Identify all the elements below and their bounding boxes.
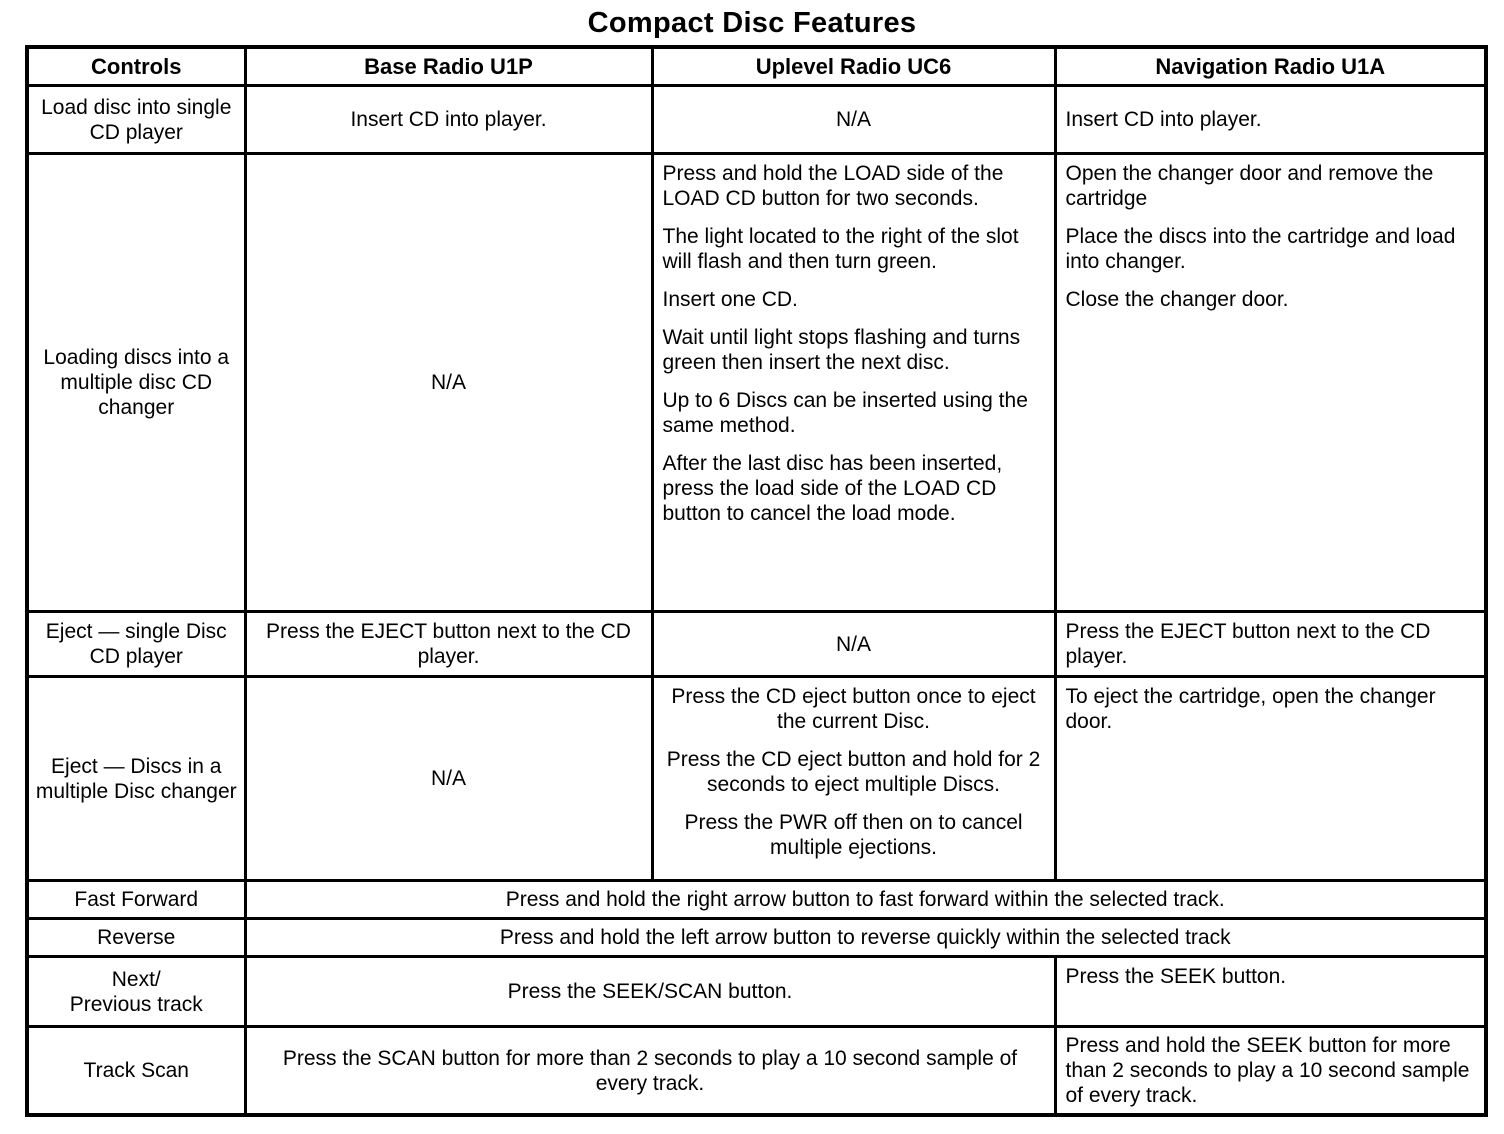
cell-load-single-uplevel: N/A — [652, 86, 1055, 154]
instruction-paragraph: Wait until light stops flashing and turns green then insert the next disc. — [662, 326, 1021, 374]
cell-eject-single-nav: Press the EJECT button next to the CD player. — [1055, 612, 1486, 677]
table-row-eject-multiple — [27, 677, 1486, 881]
cell-next-previous-base-uplevel: Press the SEEK/SCAN button. — [245, 957, 1055, 1027]
column-header-controls: Controls — [27, 47, 245, 86]
cell-eject-single-uplevel: N/A — [652, 612, 1055, 677]
instruction-paragraph: The light located to the right of the slot will flash and then turn green. — [662, 225, 1019, 273]
cell-reverse-all-radios: Press and hold the left arrow button to reverse quickly within the selected track — [245, 919, 1486, 957]
instruction-paragraph: Press the CD eject button and hold for 2 seconds to eject multiple Discs. — [666, 748, 1041, 796]
cell-next-previous-nav: Press the SEEK button. — [1055, 957, 1486, 1027]
table-row-load-single — [27, 86, 1486, 154]
cell-eject-single-control: Eject — single Disc CD player — [27, 612, 245, 677]
cell-fast-forward-control: Fast Forward — [27, 881, 245, 919]
instruction-paragraph: Press and hold the LOAD side of the LOAD CD button for two seconds. — [662, 162, 1004, 210]
cell-load-single-nav: Insert CD into player. — [1055, 86, 1486, 154]
cell-track-scan-control: Track Scan — [27, 1027, 245, 1116]
cell-load-multiple-nav — [1055, 154, 1486, 612]
table-row-eject-single — [27, 612, 1486, 677]
cell-eject-multiple-base: N/A — [245, 677, 652, 881]
column-header-uplevel-radio: Uplevel Radio UC6 — [652, 47, 1055, 86]
cell-reverse-control: Reverse — [27, 919, 245, 957]
table-row-fast-forward — [27, 881, 1486, 919]
control-label-line: Next/ — [111, 967, 161, 991]
cell-next-previous-control — [27, 957, 245, 1027]
table-row-next-previous-track — [27, 957, 1486, 1027]
cell-load-multiple-base: N/A — [245, 154, 652, 612]
cell-fast-forward-all-radios: Press and hold the right arrow button to fast forward within the selected track. — [245, 881, 1486, 919]
header-row — [27, 47, 1486, 86]
cell-load-single-control: Load disc into single CD player — [27, 86, 245, 154]
instruction-paragraph: Place the discs into the cartridge and load into changer. — [1065, 225, 1456, 273]
instruction-paragraph: Open the changer door and remove the cartridge — [1065, 162, 1434, 210]
instruction-paragraph: Press the CD eject button once to eject the current Disc. — [671, 685, 1036, 733]
cell-load-multiple-control: Loading discs into a multiple disc CD changer — [27, 154, 245, 612]
control-label-line: Previous track — [69, 992, 203, 1016]
column-header-navigation-radio: Navigation Radio U1A — [1055, 47, 1486, 86]
column-header-base-radio: Base Radio U1P — [245, 47, 652, 86]
cell-eject-single-base: Press the EJECT button next to the CD player. — [245, 612, 652, 677]
cd-features-table — [25, 45, 1488, 1117]
cell-load-single-base: Insert CD into player. — [245, 86, 652, 154]
instruction-paragraph: Close the changer door. — [1065, 288, 1289, 311]
table-row-reverse — [27, 919, 1486, 957]
instruction-paragraph: Up to 6 Discs can be inserted using the same method. — [662, 389, 1028, 437]
instruction-paragraph: Press the PWR off then on to cancel multiple ejections. — [684, 811, 1023, 859]
instruction-paragraph: Insert one CD. — [662, 288, 798, 311]
table-row-load-multiple — [27, 154, 1486, 612]
cell-eject-multiple-nav: To eject the cartridge, open the changer door. — [1055, 677, 1486, 881]
table-row-track-scan — [27, 1027, 1486, 1116]
cell-track-scan-nav: Press and hold the SEEK button for more than 2 seconds to play a 10 second sample of every track. — [1055, 1027, 1486, 1116]
cell-track-scan-base-uplevel: Press the SCAN button for more than 2 seconds to play a 10 second sample of every track. — [245, 1027, 1055, 1116]
instruction-paragraph: After the last disc has been inserted, press the load side of the LOAD CD button to cancel the load mode. — [662, 452, 1003, 525]
page-title: Compact Disc Features — [587, 7, 917, 39]
cell-eject-multiple-control: Eject — Discs in a multiple Disc changer — [27, 677, 245, 881]
cell-load-multiple-uplevel — [652, 154, 1055, 612]
cell-eject-multiple-uplevel — [652, 677, 1055, 881]
